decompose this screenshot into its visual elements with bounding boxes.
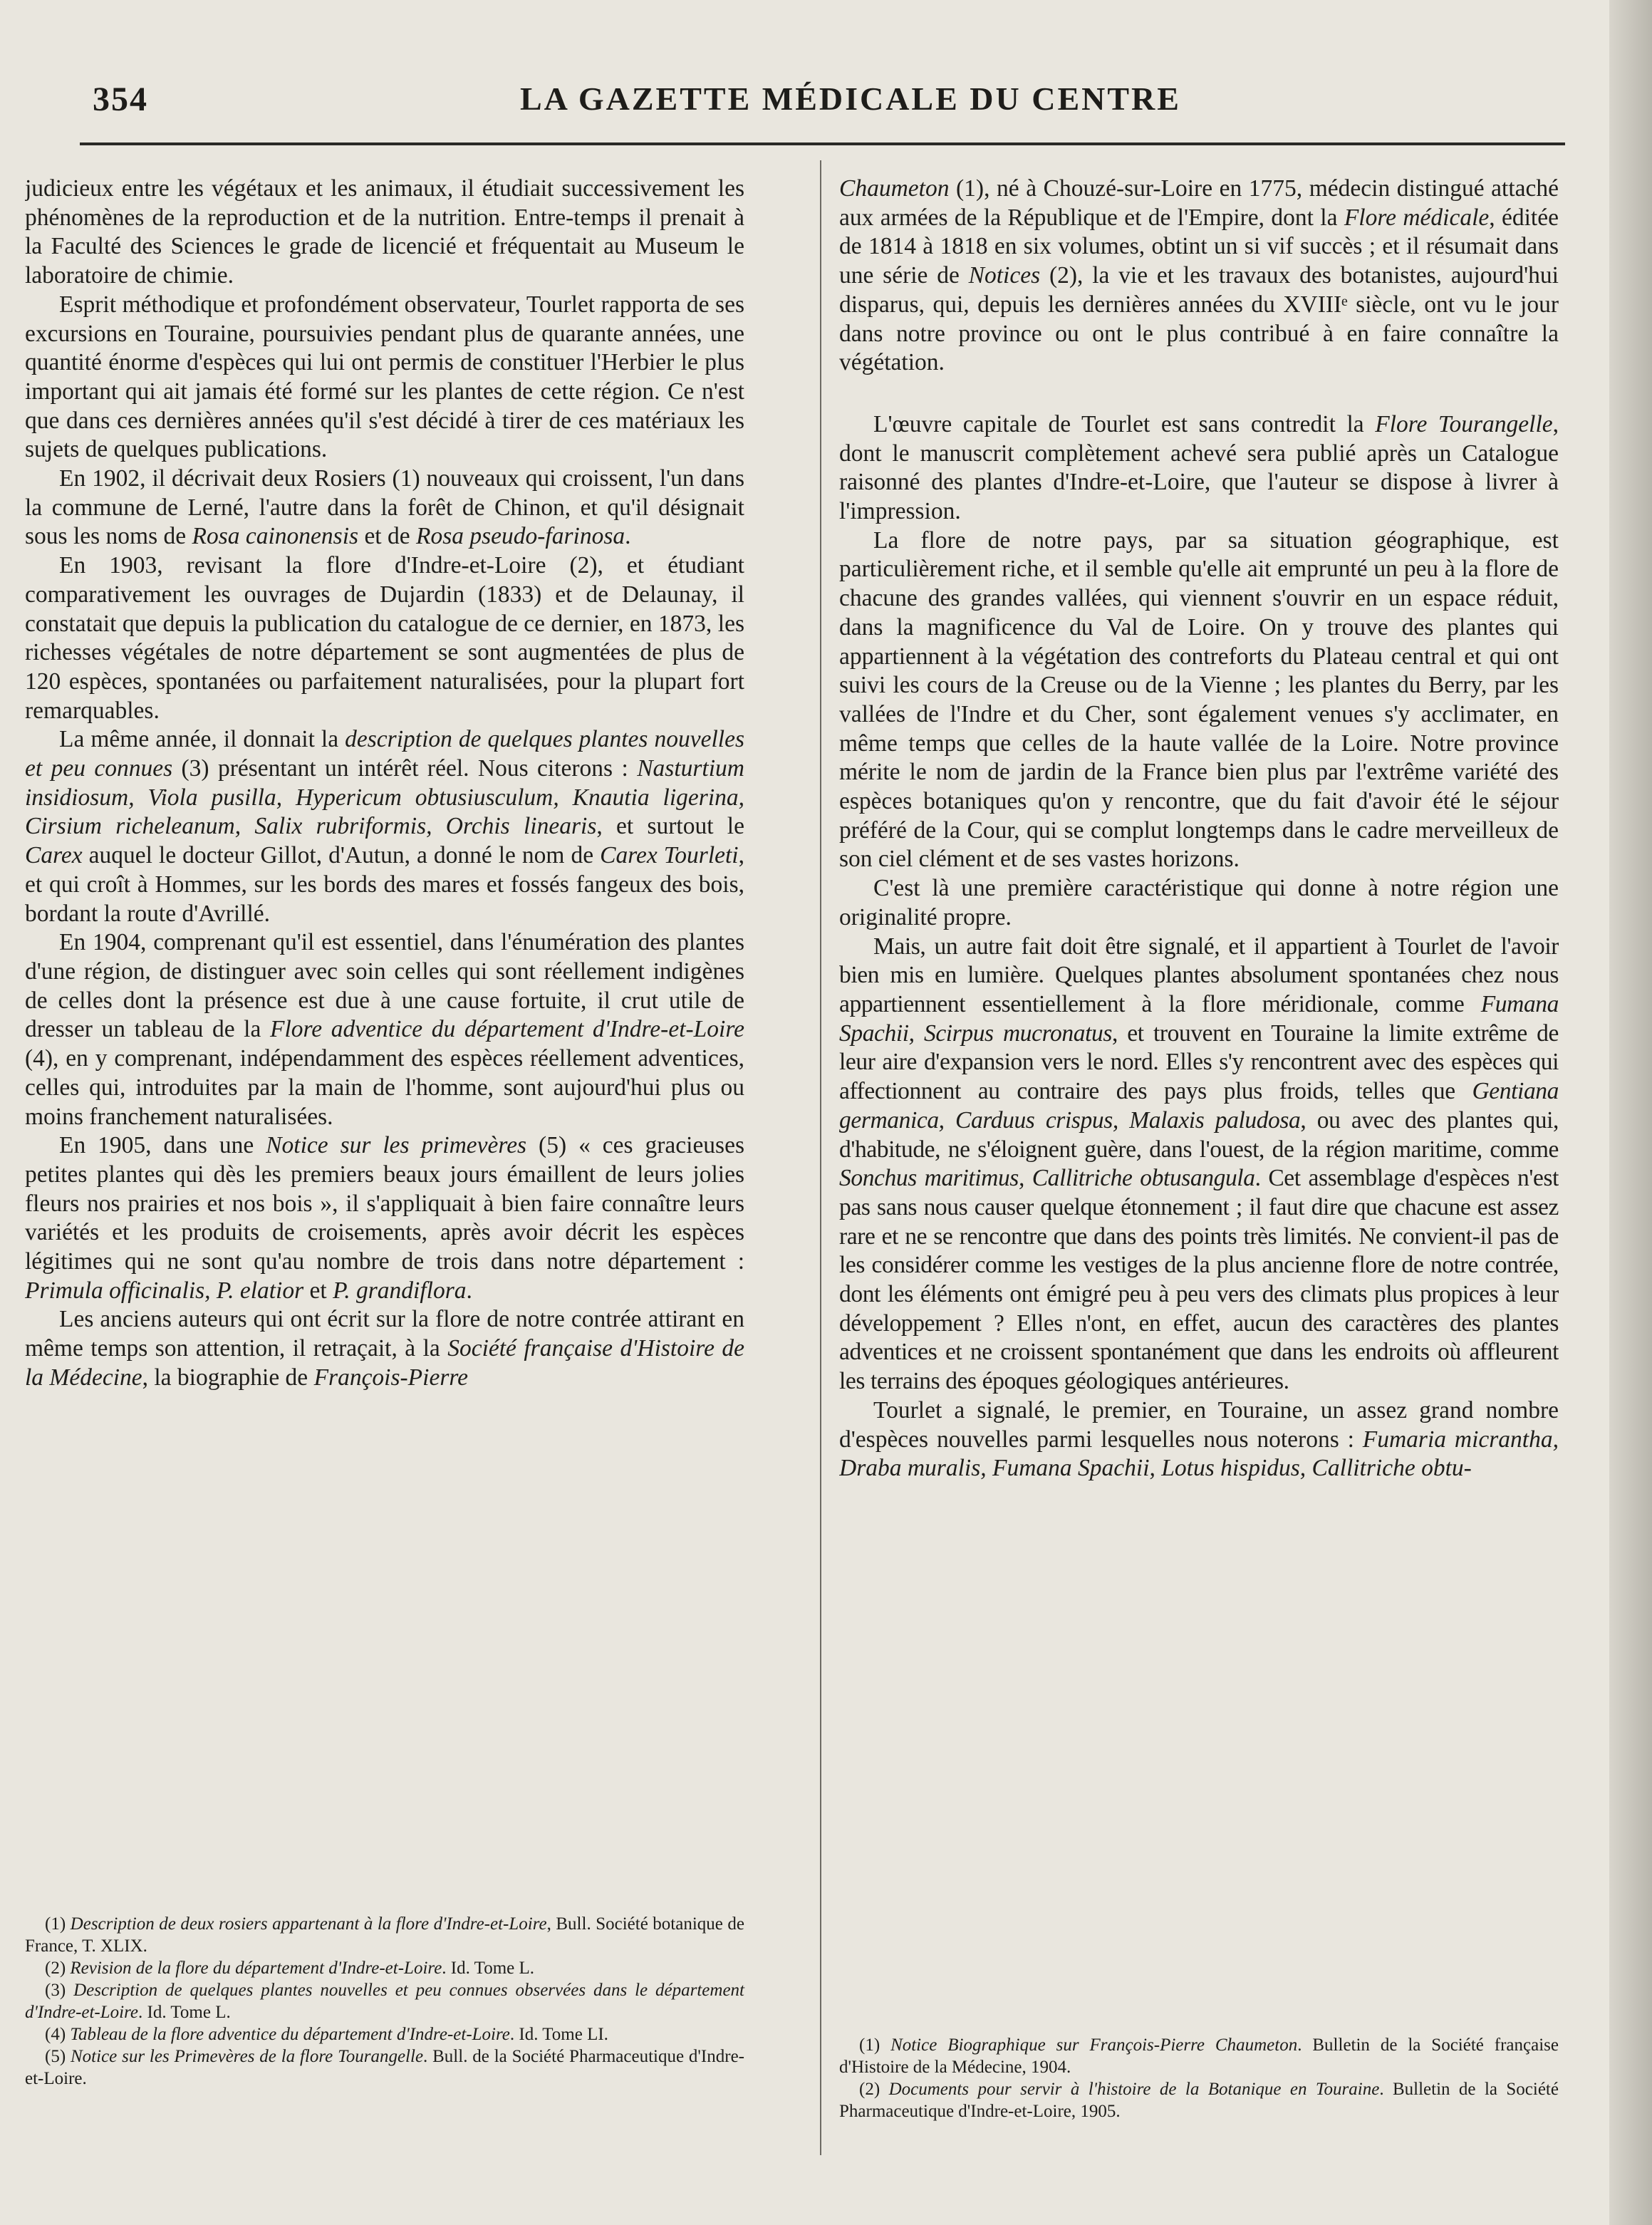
text-run: Les anciens auteurs qui ont écrit sur la flore de notre contrée attirant en même temps son attention, il retraçait, à la	[25, 1306, 744, 1362]
text-run: auquel le docteur Gillot, d'Autun, a donné le nom de	[82, 842, 601, 869]
person-name: François-Pierre	[313, 1364, 469, 1391]
footnote-source: . Id. Tome L.	[442, 1959, 535, 1978]
footnote	[25, 1913, 744, 1957]
text-run: , et surtout le	[596, 813, 744, 840]
text-run: , la biographie de	[142, 1364, 314, 1391]
footnote	[25, 1979, 744, 2023]
footnote-source: . Bulletin de la Société Pharmaceutique d'Indre-et-Loire, 1905.	[839, 2080, 1559, 2121]
text-run: , éditée de 1814 à 1818 en six volumes, obtint un si vif succès ; et il résumait dans une série de	[839, 204, 1559, 289]
footnote-number: (2)	[45, 1959, 71, 1978]
header-rule	[80, 142, 1565, 145]
publication-title: description de quelques plantes nouvelles et peu connues	[25, 726, 744, 782]
footnote-title: Tableau de la flore adventice du département d'Indre-et-Loire	[70, 2025, 510, 2044]
publication-title: Notice sur les primevères	[266, 1132, 527, 1159]
species-list: Fumana Spachii, Scirpus mucronatus	[839, 990, 1559, 1047]
footnote-source: . Bulletin de la Société française d'Histoire de la Médecine, 1904.	[839, 2035, 1559, 2077]
footnote-source: , Bull. Société botanique de France, T. XLIX.	[25, 1914, 744, 1956]
text-run: (2), la vie et les travaux des botanistes, aujourd'hui disparus, qui, depuis les dernières années du XVIIIᵉ siècle, ont vu le jour dans notre province ou ont le plus contribué à en faire connaître la végétation.	[839, 262, 1559, 376]
footnote-source: . Id. Tome L.	[138, 2003, 231, 2022]
text-run: . Cet assemblage d'espèces n'est pas sans nous causer quelque étonnement ; il faut dire que chacune est assez rare et ne se rencontre que dans des points très limités. Ne convient-il pas de les considérer comme les vestiges de la plus ancienne flore de notre contrée, dont les éléments ont émigré peu à peu vers des climats plus propices à leur développement ? Elles n'ont, en effet, aucun des caractères des plantes adventices et ne croissent spontanément que dans les endroits où affleurent les terrains des époques géologiques antérieures.	[839, 1165, 1559, 1395]
text-run: (1), né à Chouzé-sur-Loire en 1775, médecin distingué attaché aux armées de la République et de l'Empire, dont la	[839, 175, 1559, 231]
species-list: Sonchus maritimus, Callitriche obtusangula	[839, 1165, 1255, 1192]
footnote-number: (4)	[45, 2025, 71, 2044]
footnote-number: (5)	[45, 2047, 71, 2066]
footnote-source: . Bull. de la Société Pharmaceutique d'Indre-et-Loire.	[25, 2047, 745, 2088]
footnote	[25, 2045, 744, 2090]
text-run: L'œuvre capitale de Tourlet est sans contredit la	[873, 410, 1376, 437]
footnote-number: (3)	[45, 1981, 74, 2000]
paragraph	[839, 410, 1559, 527]
footnote	[839, 2034, 1559, 2078]
left-column	[25, 175, 744, 2098]
species-name: Carex Tourleti	[600, 842, 739, 869]
text-run: En 1905, dans une	[59, 1132, 266, 1159]
right-footnotes	[839, 2034, 1559, 2122]
paragraph	[839, 1396, 1559, 1483]
paragraph: C'est là une première caractéristique qui donne à notre région une originalité propre.	[839, 875, 1559, 930]
text-run: En 1904, comprenant qu'il est essentiel, dans l'énumération des plantes d'une région, de distinguer avec soin celles qui sont réellement indigènes de celles dont la présence est due à une cause fortuite, il crut utile de dresser un tableau de la	[25, 929, 744, 1043]
footnote-title: Description de quelques plantes nouvelles et peu connues observées dans le département d'Indre-et-Loire	[25, 1981, 744, 2022]
text-run: Mais, un autre fait doit être signalé, et il appartient à Tourlet de l'avoir bien mis en lumière. Quelques plantes absolument spontanées chez nous appartiennent essentiellement à la flore méridionale, comme	[839, 933, 1559, 1017]
text-run: En 1902, il décrivait deux Rosiers (1) nouveaux qui croissent, l'un dans la commune de Lerné, l'autre dans la forêt de Chinon, et qu'il désignait sous les noms de	[25, 465, 744, 550]
paragraph	[25, 1305, 744, 1392]
text-run: , ou avec des plantes qui, d'habitude, ne s'éloignent guère, dans l'ouest, de la région maritime, comme	[839, 1106, 1559, 1163]
species-name: Rosa pseudo-farinosa	[415, 523, 625, 550]
paragraph: Esprit méthodique et profondément observateur, Tourlet rapporta de ses excursions en Touraine, poursuivies pendant plus de quarante années, une quantité énorme d'espèces qui lui ont permis de constituer l'Herbier le plus important qui ait jamais été formé sur les plantes de cette région. Ce n'est que dans ces dernières années qu'il s'est décidé à tirer de ces matériaux les sujets de quelques publications.	[25, 291, 744, 463]
text-run: (3) présentant un intérêt réel. Nous citerons :	[172, 755, 638, 782]
text-run: , et qui croît à Hommes, sur les bords des mares et fossés fangeux des bois, bordant la route d'Avrillé.	[25, 842, 744, 927]
left-footnotes	[25, 1913, 744, 2090]
paragraph	[25, 465, 744, 551]
paragraph: La flore de notre pays, par sa situation géographique, est particulièrement riche, et il semble qu'elle ait emprunté un peu à la flore de chacune des grandes vallées, qui viennent s'ouvrir en un espace réduit, dans la magnificence du Val de Loire. On y trouve des plantes qui appartiennent à la végétation des contreforts du Plateau central et qui ont suivi les cours de la Creuse ou de la Vienne ; les plantes du Berry, par les vallées de l'Indre et du Cher, sont également venues s'y acclimater, en même temps que celles de la haute vallée de la Loire. Notre province mérite le nom de jardin de la France bien plus par l'extrême variété des espèces botaniques qu'on y rencontre, que du fait d'avoir été le séjour préféré de la Cour, qui se complut longtemps dans le cadre merveilleux de son ciel clément et de ses vastes horizons.	[839, 527, 1559, 873]
species-name: Carex	[25, 842, 83, 869]
species-name: Primula officinalis, P. elatior	[25, 1277, 304, 1304]
publication-title: Flore adventice du département d'Indre-et-Loire	[269, 1016, 744, 1043]
footnote-title: Revision de la flore du département d'Indre-et-Loire	[70, 1959, 442, 1978]
text-run: (4), en y comprenant, indépendamment des espèces réellement adventices, celles qui, introduites par la main de l'homme, sont aujourd'hui plus ou moins franchement naturalisées.	[25, 1045, 744, 1130]
footnote-source: . Id. Tome LI.	[509, 2025, 608, 2044]
page-edge-shadow	[1609, 0, 1652, 2225]
journal-title: LA GAZETTE MÉDICALE DU CENTRE	[520, 81, 1181, 117]
footnote	[839, 2078, 1559, 2122]
right-column	[839, 175, 1559, 2098]
paragraph	[25, 725, 744, 928]
column-separator	[820, 160, 821, 2155]
page-number: 354	[93, 81, 148, 118]
text-run: .	[625, 523, 631, 550]
species-name: P. grandiflora	[333, 1277, 467, 1304]
footnote-title: Documents pour servir à l'histoire de la Botanique en Touraine	[888, 2080, 1380, 2099]
species-list: Gentiana germanica, Carduus crispus, Malaxis paludosa	[839, 1078, 1559, 1134]
footnote-title: Description de deux rosiers appartenant à la flore d'Indre-et-Loire	[70, 1914, 547, 1934]
page-header	[93, 80, 1574, 137]
text-run: et	[303, 1277, 333, 1304]
paragraph	[839, 175, 1559, 378]
text-run: Tourlet a signalé, le premier, en Touraine, un assez grand nombre d'espèces nouvelles parmi lesquelles nous noterons :	[839, 1396, 1559, 1453]
text-run: .	[466, 1277, 472, 1304]
species-name: Rosa cainonensis	[192, 523, 359, 550]
text-run: La même année, il donnait la	[59, 726, 346, 753]
species-list: Fumaria micrantha, Draba muralis, Fumana Spachii, Lotus hispidus, Callitriche obtu-	[839, 1426, 1559, 1482]
publication-title: Flore Tourangelle	[1375, 410, 1553, 437]
text-run: , dont le manuscrit complètement achevé sera publié après un Catalogue raisonné des plantes d'Indre-et-Loire, que l'auteur se dispose à livrer à l'impression.	[839, 410, 1559, 525]
paragraph	[25, 928, 744, 1131]
species-list: Nasturtium insidiosum, Viola pusilla, Hypericum obtusiusculum, Knautia ligerina, Cirsium richeleanum, Salix rubriformis, Orchis linearis	[25, 755, 744, 840]
person-name: Chaumeton	[839, 175, 950, 202]
text-run: , et trouvent en Touraine la limite extrême de leur aire d'expansion vers le nord. Elles s'y rencontrent avec des espèces qui affectionnent au contraire des pays plus froids, telles que	[839, 1020, 1559, 1105]
footnote	[25, 1957, 744, 1979]
footnote	[25, 2023, 744, 2045]
publication-title: Notices	[968, 262, 1041, 289]
paragraph: judicieux entre les végétaux et les animaux, il étudiait successivement les phénomènes de la reproduction et de la nutrition. Entre-temps il prenait à la Faculté des Sciences le grade de licencié et fréquentait au Museum le laboratoire de chimie.	[25, 175, 744, 289]
paragraph	[25, 1131, 744, 1305]
text-run: (5) « ces gracieuses petites plantes qui dès les premiers beaux jours émaillent de leurs jolies fleurs nos prairies et nos bois », il s'appliquait à bien faire connaître leurs variétés et les produits de croisements, après avoir décrit les espèces légitimes qui ne sont qu'au nombre de trois dans notre département :	[25, 1132, 744, 1275]
footnote-title: Notice sur les Primevères de la flore Tourangelle	[71, 2047, 424, 2066]
society-name: Société française d'Histoire de la Médecine	[25, 1335, 744, 1391]
footnote-number: (1)	[859, 2035, 891, 2055]
text-run: et de	[358, 523, 416, 550]
paragraph: En 1903, revisant la flore d'Indre-et-Loire (2), et étudiant comparativement les ouvrages de Dujardin (1833) et de Delaunay, il constatait que depuis la publication du catalogue de ce dernier, en 1873, les richesses végétales de notre département se sont augmentées de plus de 120 espèces, spontanées ou parfaitement naturalisées, pour la plupart fort remarquables.	[25, 552, 744, 724]
paragraph	[839, 933, 1559, 1396]
publication-title: Flore médicale	[1344, 204, 1490, 231]
footnote-title: Notice Biographique sur François-Pierre Chaumeton	[890, 2035, 1298, 2055]
footnote-number: (1)	[45, 1914, 71, 1934]
footnote-number: (2)	[859, 2080, 889, 2099]
